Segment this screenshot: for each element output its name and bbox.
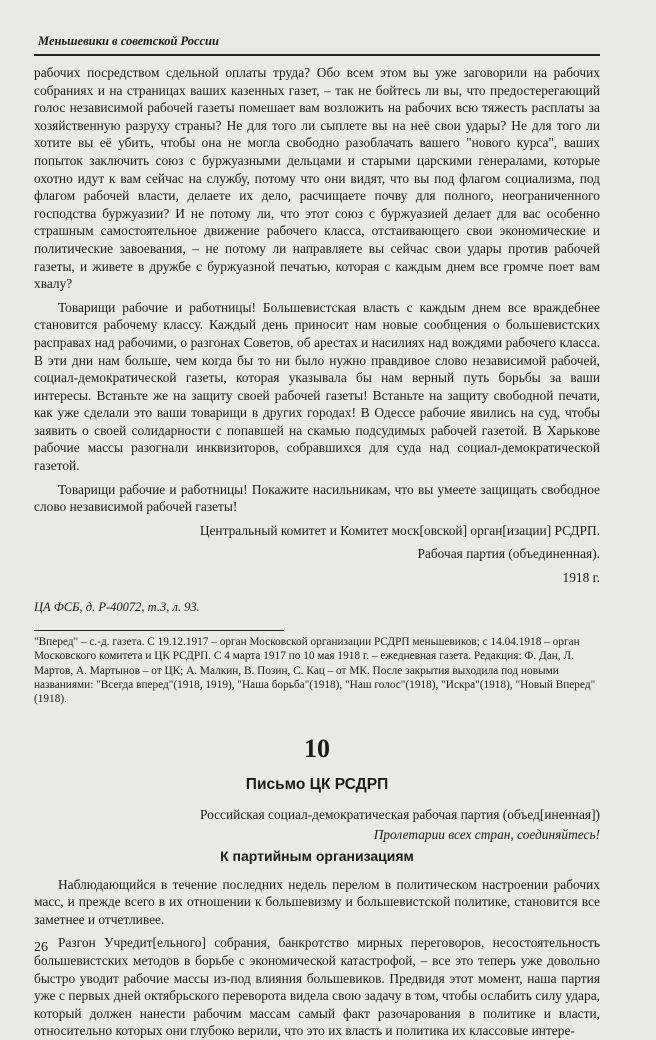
letter-paragraph-2: Разгон Учредит[ельного] собрания, банкротство мирных переговоров, несостоятельность большевистских методов в борьбе с экономической катастрофой, – все это теперь уже довольно быстро уводит рабочие массы из-под влияния большевиков. Предвидя этот момент, наша партия уже с первых дней октябрьского переворота видела свою задачу в том, чтобы ослабить силу удара, который должен нанести рабочим массам самый факт разочарования в политике и власти, относительно которых они глубоко верили, что это их власть и политика их классовые интере-: [34, 935, 600, 1039]
signature-party: Рабочая партия (объединенная).: [417, 546, 600, 562]
letter-paragraph-1: Наблюдающийся в течение последних недель перелом в политическом настроении рабочих масс, и прежде всего в их отношении к большевизму и большевистской политике, становится все заметнее и отчетливее.: [34, 876, 600, 927]
document-number: 10: [304, 734, 330, 764]
page-body: [34, 64, 600, 1040]
footnote-divider: [34, 630, 284, 631]
archive-reference: ЦА ФСБ, д. Р-40072, т.3, л. 93.: [34, 599, 200, 614]
running-title: Меньшевики в советской России: [38, 34, 219, 48]
continued-paragraph: рабочих посредством сдельной оплаты труда? Обо всем этом вы уже заговорили на рабочих собраниях и на страницах ваших казенных газет, – так не бойтесь ли вы, что предостерегающий голос независимой рабочей газеты помешает вам возложить на рабочих всю тяжесть расплаты за хозяйственную разруху страны? Не для того ли сыплете вы на неё свои удары? Не для того ли хотите вы её убить, чтобы она не могла свободно разоблачать вашего "нового курса", ваших попыток заключить союз с буржуазными дельцами и старыми царскими генералами, которые охотно идут к вам сейчас на службу, потому что они видят, что вы под флагом социализма, под флагом рабочей власти, делаете их дело, расчищаете почву для полного, неограниченного господства буржуазии? И не потому ли, что этот союз с буржуазией делает для вас особенно страшным самостоятельное движение рабочего класса, отстаивающего свои экономические и политические завоевания, – не потому ли направляете вы сейчас свои удары против рабочей газеты, и живете в дружбе с буржуазной печатью, которая с каждым днем все громче поет вам хвалу?: [34, 65, 600, 292]
page-number: 26: [34, 940, 48, 955]
appeal-paragraph: Товарищи рабочие и работницы! Большевистская власть с каждым днем все враждебнее становится рабочему классу. Каждый день приносит нам новые сообщения о большевистских расправах над рабочими, о разгонах Советов, об арестах и насилиях над вождями рабочего класса. В эти дни нам больше, чем когда бы то ни было нужно правдивое слово независимой рабочей, социал-демократической газеты, которая указывала бы нам верный путь борьбы за ваши интересы. Встаньте же на защиту своей рабочей газеты! Встаньте на защиту свободной печати, как уже сделали это ваши товарищи в других городах! В Одессе рабочие явились на суд, чтобы заявить о своей солидарности с попавшей на скамью подсудимых рабочей газетой. В Харькове рабочие массы разогнали инквизиторов, собравшихся для суда над социал-демократической газетой.: [34, 299, 600, 474]
document-subtitle: К партийным организациям: [220, 848, 414, 865]
closing-paragraph: Товарищи рабочие и работницы! Покажите насильникам, что вы умеете защищать свободное слово независимой рабочей газеты!: [34, 481, 600, 515]
document-date: 1918 г.: [562, 570, 600, 586]
party-slogan: Пролетарии всех стран, соединяйтесь!: [373, 827, 600, 843]
signature-committee: Центральный комитет и Комитет моск[овской] орган[изации] РСДРП.: [199, 522, 600, 538]
document-title: Письмо ЦК РСДРП: [245, 776, 389, 794]
footnote: "Вперед" – с.-д. газета. С 19.12.1917 – орган Московской организации РСДРП меньшевиков; с 14.04.1918 – орган Московского комитета и ЦК РСДРП. С 4 марта 1917 по 10 мая 1918 г. – ежедневная газета. Редакция: Ф. Дан, Л. Мартов, А. Мартынов – от ЦК; А. Малкин, В. Позин, С. Кац – от МК. После закрытия выходила под новыми названиями: "Всегда вперед"(1918, 1919), "Наша борьба"(1918), "Наш голос"(1918), "Искра"(1918), "Новый Вперед"(1918).: [34, 636, 596, 706]
running-header: [34, 28, 600, 56]
party-name: Российская социал-демократическая рабочая партия (объед[иненная]): [199, 806, 600, 822]
